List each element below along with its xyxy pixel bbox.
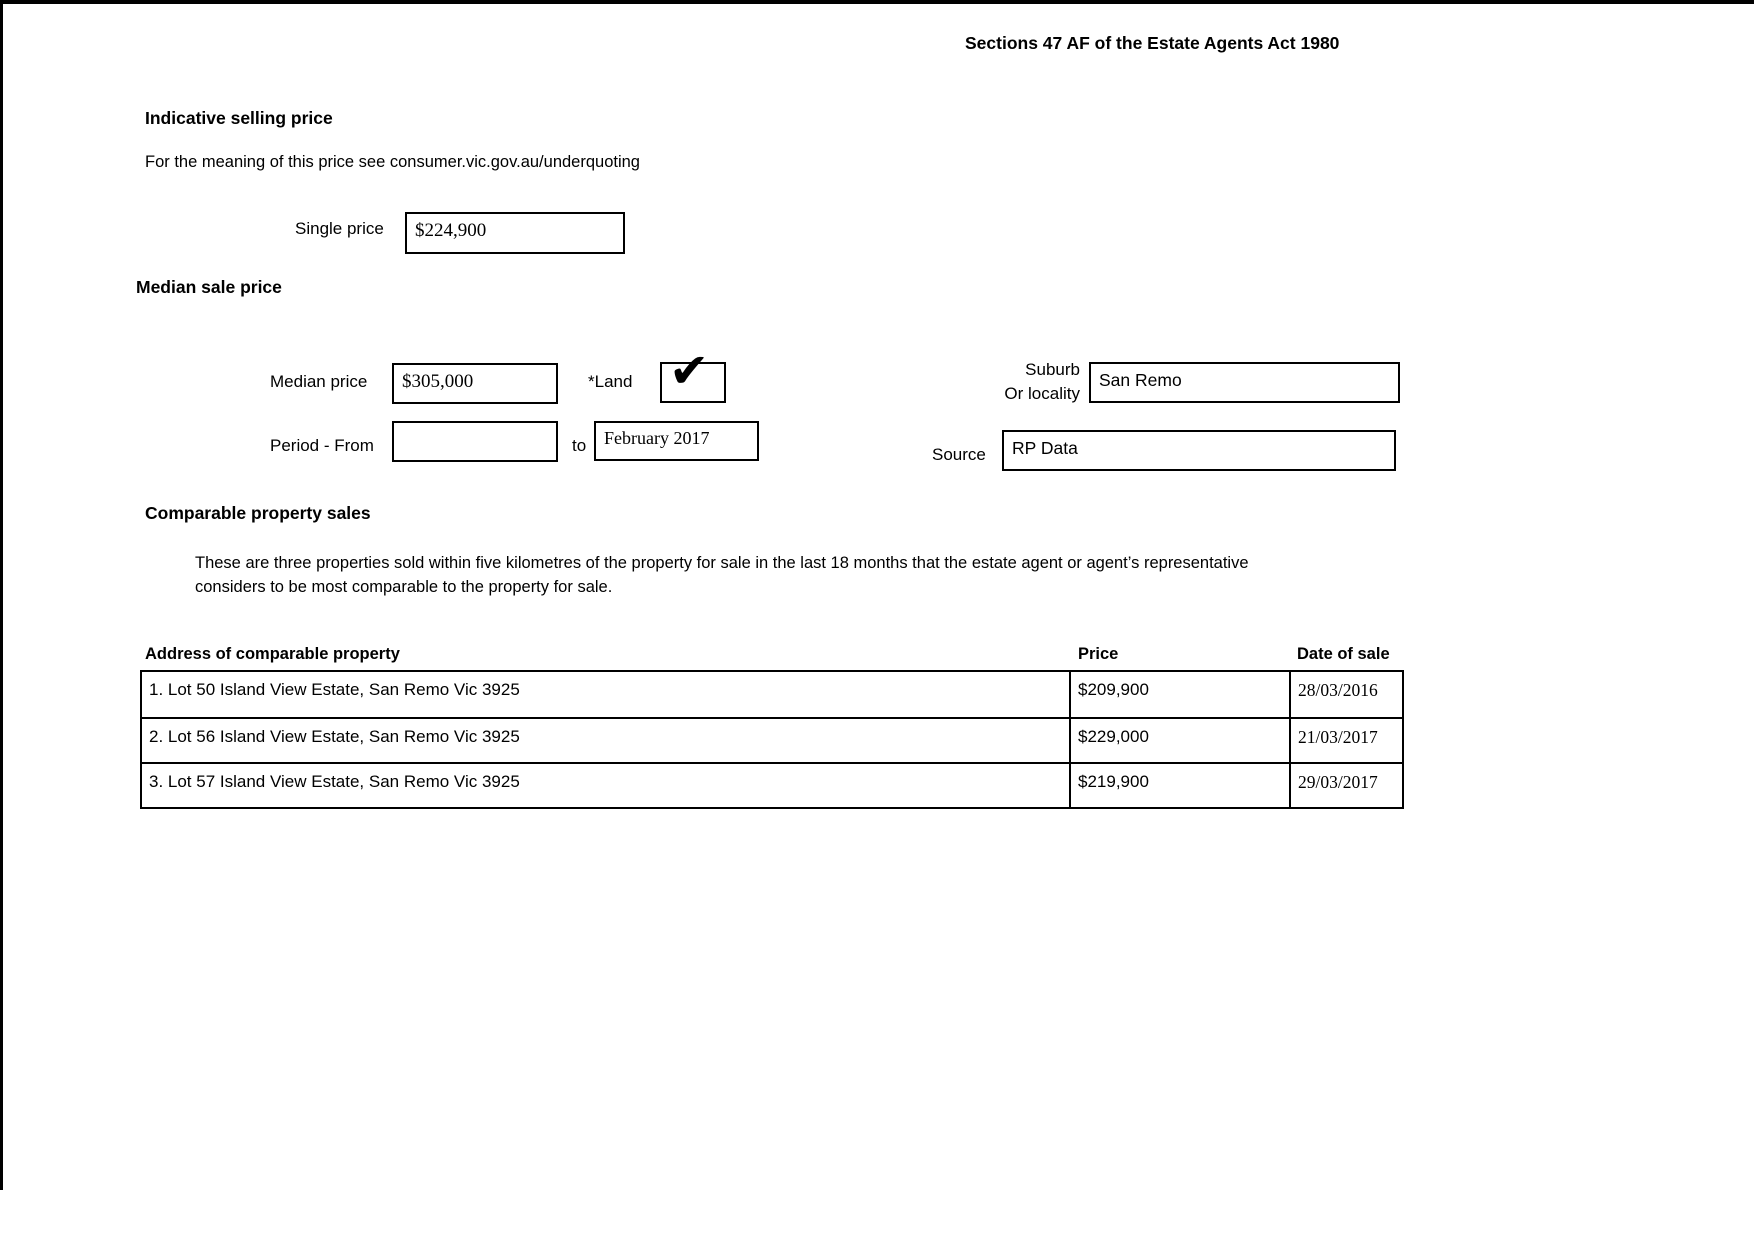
comparable-sales-table xyxy=(140,670,1404,809)
comparable-property-sales-heading: Comparable property sales xyxy=(145,503,371,523)
source-value: RP Data xyxy=(1012,438,1078,458)
source-label: Source xyxy=(932,445,986,464)
suburb-value: San Remo xyxy=(1099,370,1182,390)
table-row xyxy=(142,762,1402,807)
act-reference-heading: Sections 47 AF of the Estate Agents Act 1980 xyxy=(965,33,1340,53)
suburb-or-locality-label xyxy=(990,358,1080,406)
suburb-input[interactable] xyxy=(1089,362,1400,403)
checkmark-icon: ✔ xyxy=(669,343,710,399)
comparable-address-1: 1. Lot 50 Island View Estate, San Remo Vic 3925 xyxy=(142,672,1071,717)
indicative-selling-price-heading: Indicative selling price xyxy=(145,108,333,128)
single-price-input[interactable] xyxy=(405,212,625,254)
page-left-border xyxy=(0,0,3,1190)
median-sale-price-heading: Median sale price xyxy=(136,277,282,297)
period-to-value: February 2017 xyxy=(604,428,710,448)
comparable-date-1: 28/03/2016 xyxy=(1298,680,1378,700)
comparable-price-2: $229,000 xyxy=(1071,719,1291,762)
single-price-value: $224,900 xyxy=(415,220,487,241)
period-to-label: to xyxy=(572,436,587,455)
underquoting-note: For the meaning of this price see consumer.vic.gov.au/underquoting xyxy=(145,153,640,171)
suburb-label-line1: Suburb xyxy=(1025,360,1080,379)
median-price-label: Median price xyxy=(270,372,368,391)
table-header-address: Address of comparable property xyxy=(145,645,400,663)
suburb-label-line2: Or locality xyxy=(1004,384,1080,403)
median-price-input[interactable] xyxy=(392,363,558,404)
period-from-label: Period - From xyxy=(270,436,374,455)
period-from-input[interactable] xyxy=(392,421,558,462)
page-top-border xyxy=(0,0,1754,4)
period-to-input[interactable] xyxy=(594,421,759,461)
comparable-price-1: $209,900 xyxy=(1071,672,1291,717)
table-header-date-of-sale: Date of sale xyxy=(1297,645,1390,663)
land-checkbox[interactable] xyxy=(660,343,726,403)
single-price-label: Single price xyxy=(295,219,384,238)
comparable-address-2: 2. Lot 56 Island View Estate, San Remo Vic 3925 xyxy=(142,719,1071,762)
source-input[interactable] xyxy=(1002,430,1396,471)
median-price-value: $305,000 xyxy=(402,371,474,392)
comparable-address-3: 3. Lot 57 Island View Estate, San Remo Vic 3925 xyxy=(142,764,1071,807)
land-label: *Land xyxy=(588,372,633,391)
table-row xyxy=(142,672,1402,717)
table-header-price: Price xyxy=(1078,645,1119,663)
comparable-date-3: 29/03/2017 xyxy=(1298,772,1378,792)
comparable-price-3: $219,900 xyxy=(1071,764,1291,807)
comparable-sales-description: These are three properties sold within five kilometres of the property for sale in the last 18 months that the estate agent or agent’s representative considers to be most comparable to the property for sale. xyxy=(195,554,1249,596)
comparable-date-2: 21/03/2017 xyxy=(1298,727,1378,747)
table-row xyxy=(142,717,1402,762)
